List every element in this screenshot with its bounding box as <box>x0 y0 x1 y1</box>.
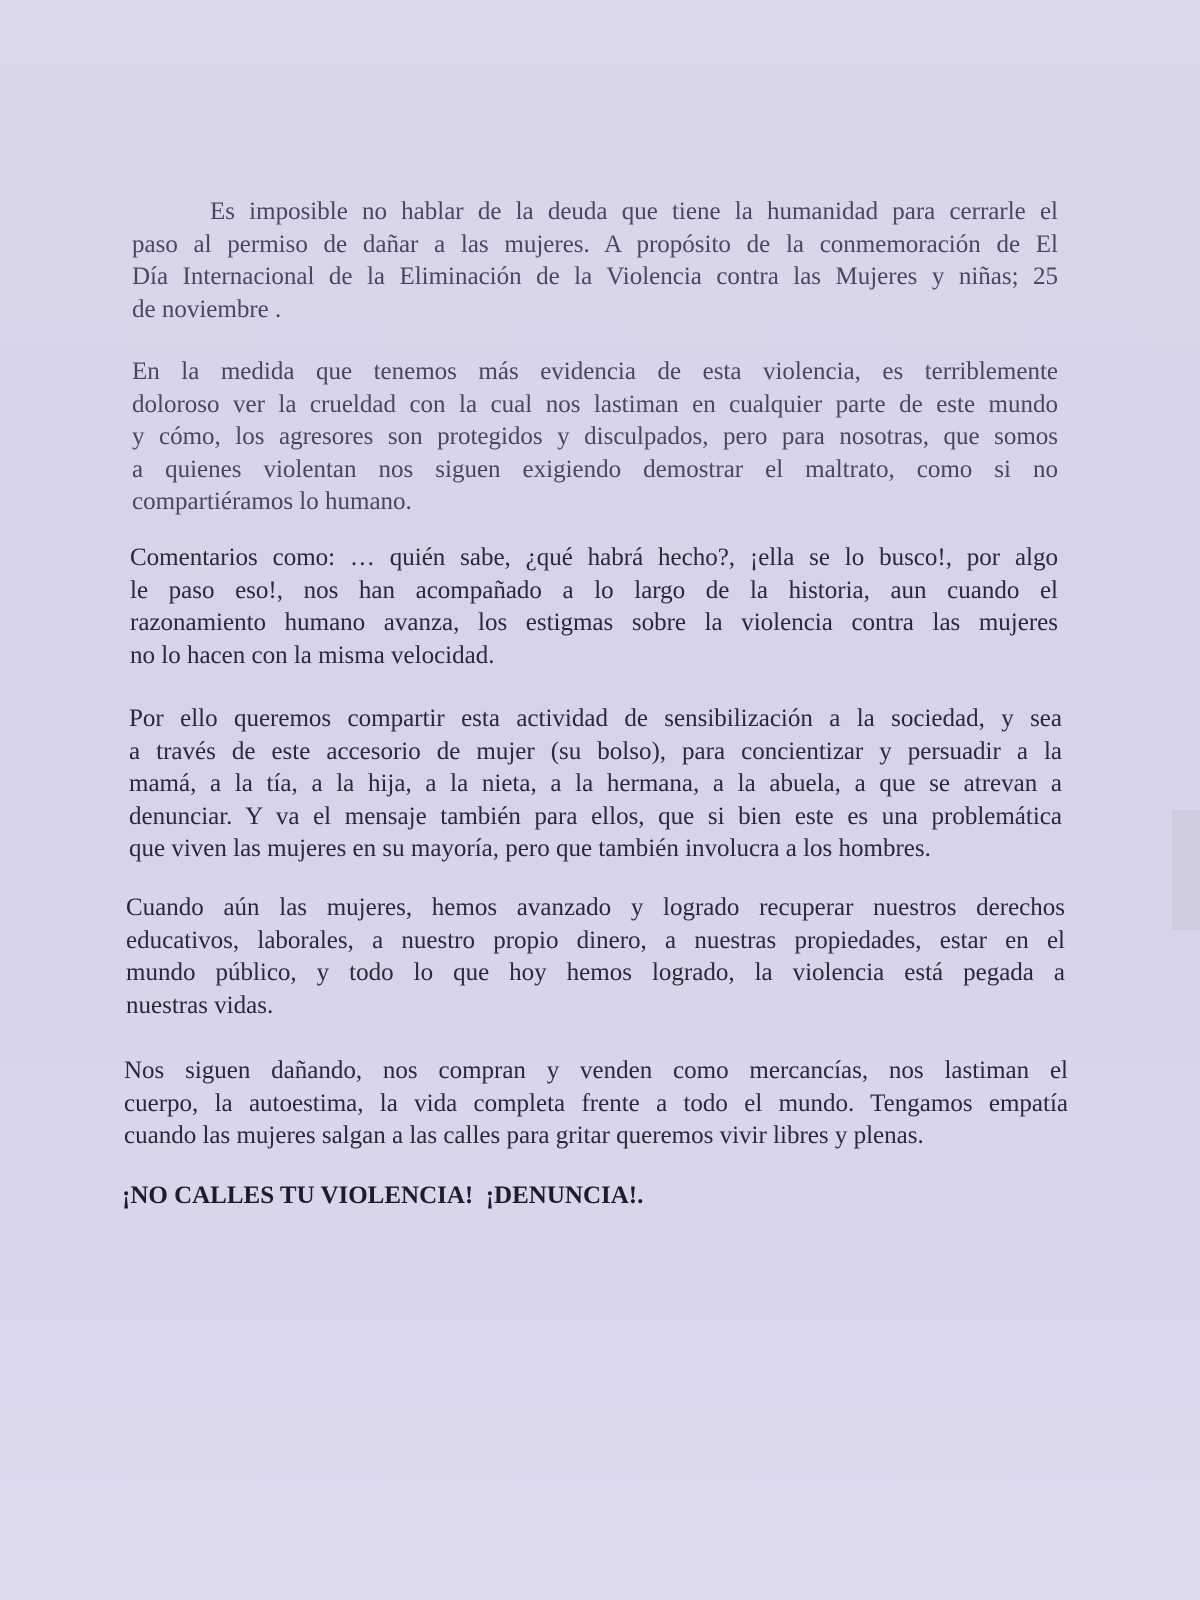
paragraph-4 <box>129 703 1062 866</box>
paragraph-6 <box>124 1055 1068 1153</box>
text-line: Cuando aún las mujeres, hemos avanzado y logrado recuperar nuestros derechos <box>126 894 1065 921</box>
text-line: mamá, a la tía, a la hija, a la nieta, a la hermana, a la abuela, a que se atrevan a <box>129 770 1062 797</box>
text-line: nuestras vidas. <box>126 991 274 1019</box>
text-line: Comentarios como: … quién sabe, ¿qué habrá hecho?, ¡ella se lo busco!, por algo <box>130 544 1058 571</box>
text-line: cuando las mujeres salgan a las calles para gritar queremos vivir libres y plenas. <box>124 1122 924 1149</box>
text-line: Día Internacional de la Eliminación de la Violencia contra las Mujeres y niñas; 25 <box>132 263 1058 290</box>
text-line: a quienes violentan nos siguen exigiendo demostrar el maltrato, como si no <box>132 455 1058 483</box>
text-line: y cómo, los agresores son protegidos y disculpados, pero para nosotras, que somos <box>132 423 1058 450</box>
text-line: no lo hacen con la misma velocidad. <box>130 641 495 669</box>
text-line: compartiéramos lo humano. <box>132 488 412 515</box>
text-line: doloroso ver la crueldad con la cual nos lastiman en cualquier parte de este mundo <box>132 390 1058 418</box>
text-line: a través de este accesorio de mujer (su bolso), para concientizar y persuadir a la <box>129 737 1062 765</box>
page-edge-shadow <box>1172 810 1200 930</box>
paragraph-1 <box>132 196 1058 326</box>
text-line: denunciar. Y va el mensaje también para ellos, que si bien este es una problemática <box>129 802 1062 830</box>
text-line: educativos, laborales, a nuestro propio dinero, a nuestras propiedades, estar en el <box>126 926 1065 954</box>
paragraph-2 <box>132 356 1058 519</box>
text-line: Es imposible no hablar de la deuda que tiene la humanidad para cerrarle el <box>210 198 1058 225</box>
text-line: que viven las mujeres en su mayoría, pero que también involucra a los hombres. <box>129 835 931 862</box>
text-line: En la medida que tenemos más evidencia de esta violencia, es terriblemente <box>132 358 1058 385</box>
paragraph-3 <box>130 542 1058 672</box>
paragraph-5 <box>126 892 1065 1022</box>
text-line: mundo público, y todo lo que hoy hemos logrado, la violencia está pegada a <box>126 959 1065 986</box>
text-line: razonamiento humano avanza, los estigmas sobre la violencia contra las mujeres <box>130 609 1058 636</box>
text-line: de noviembre . <box>132 295 282 323</box>
text-line: le paso eso!, nos han acompañado a lo largo de la historia, aun cuando el <box>130 576 1058 604</box>
text-line: cuerpo, la autoestima, la vida completa frente a todo el mundo. Tengamos empatía <box>124 1089 1068 1117</box>
closing-slogan: ¡NO CALLES TU VIOLENCIA! ¡DENUNCIA!. <box>122 1182 644 1209</box>
text-line: paso al permiso de dañar a las mujeres. A propósito de la conmemoración de El <box>132 230 1058 258</box>
text-line: Por ello queremos compartir esta actividad de sensibilización a la sociedad, y sea <box>129 705 1062 732</box>
text-line: Nos siguen dañando, nos compran y venden como mercancías, nos lastiman el <box>124 1057 1068 1084</box>
